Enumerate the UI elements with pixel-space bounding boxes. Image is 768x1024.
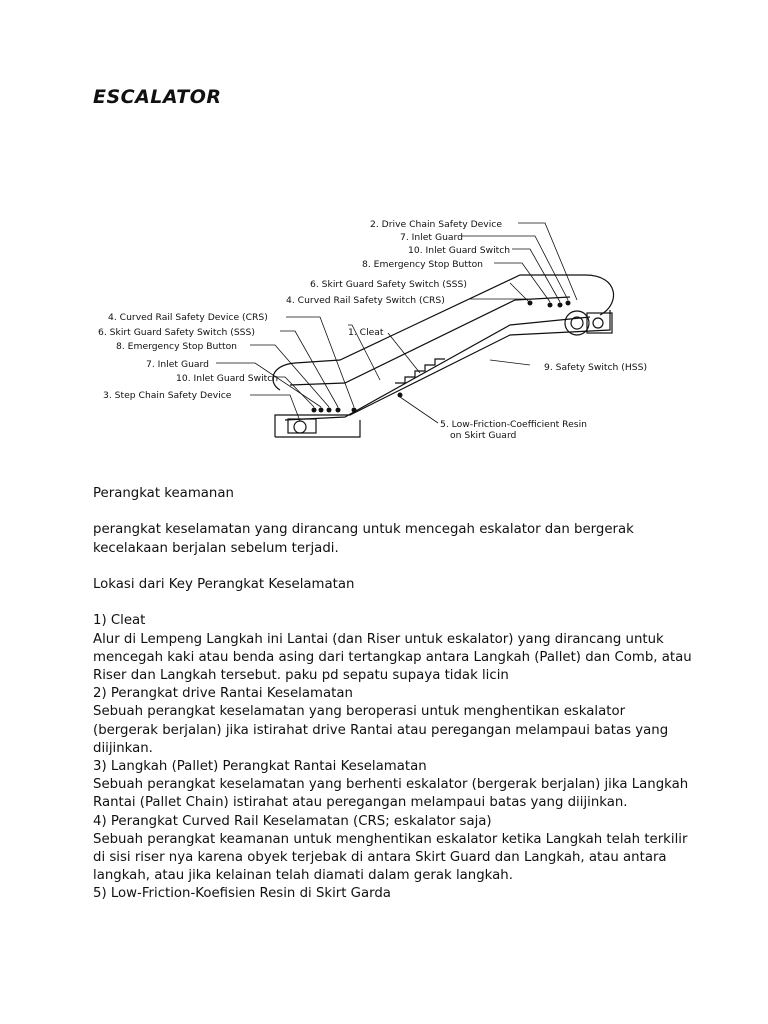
item-5-title: 5) Low-Friction-Koefisien Resin di Skirt Garda (93, 886, 391, 902)
item-4-body: Sebuah perangkat keamanan untuk menghentikan eskalator ketika Langkah telah terkilir di sisi riser nya karena obyek terjebak di antara Skirt Guard dan Langkah, atau antara langkah, atau jika kelainan telah diamati dalam gerak langkah. (93, 831, 688, 884)
item-1-body: Alur di Lempeng Langkah ini Lantai (dan Riser untuk eskalator) yang dirancang untuk mencegah kaki atau benda asing dari tertangkap antara Langkah (Pallet) dan Comb, atau Riser dan Langkah tersebut. paku pd sepatu supaya tidak licin (93, 631, 692, 683)
label-step-chain-safety-device: 3. Step Chain Safety Device (103, 390, 232, 401)
item-4-title: 4) Perangkat Curved Rail Keselamatan (CRS; eskalator saja) (93, 813, 492, 829)
label-inlet-guard-switch-top: 10. Inlet Guard Switch (408, 245, 511, 256)
label-inlet-guard-bottom: 7. Inlet Guard (146, 359, 209, 370)
diagram-labels (98, 219, 647, 441)
label-skirt-guard-switch-top: 6. Skirt Guard Safety Switch (SSS) (310, 279, 467, 290)
device-markers (312, 301, 571, 413)
label-inlet-guard-top: 7. Inlet Guard (400, 232, 463, 243)
label-curved-rail-device: 4. Curved Rail Safety Device (CRS) (108, 312, 268, 323)
document-body (93, 485, 693, 904)
label-resin-line2: on Skirt Guard (450, 430, 517, 441)
item-2-title: 2) Perangkat drive Rantai Keselamatan (93, 686, 353, 702)
label-curved-rail-switch: 4. Curved Rail Safety Switch (CRS) (286, 295, 445, 306)
document-title: ESCALATOR (93, 86, 222, 108)
heading-key-locations: Lokasi dari Key Perangkat Keselamatan (93, 576, 355, 592)
intro-paragraph: perangkat keselamatan yang dirancang untuk mencegah eskalator dan bergerak kecelakaan berjalan sebelum terjadi. (93, 522, 634, 556)
label-skirt-guard-switch-bottom: 6. Skirt Guard Safety Switch (SSS) (98, 327, 255, 338)
leader-lines (216, 223, 577, 423)
label-safety-switch-hss: 9. Safety Switch (HSS) (544, 362, 648, 373)
label-resin-line1: 5. Low-Friction-Coefficient Resin (440, 419, 587, 430)
item-3-body: Sebuah perangkat keselamatan yang berhenti eskalator (bergerak berjalan) jika Langkah Rantai (Pallet Chain) istirahat atau peregangan melampaui batas yang diijinkan. (93, 777, 689, 811)
label-cleat: 1. Cleat (348, 327, 384, 338)
heading-safety-devices: Perangkat keamanan (93, 486, 234, 501)
label-emergency-stop-bottom: 8. Emergency Stop Button (116, 341, 238, 352)
label-emergency-stop-top: 8. Emergency Stop Button (362, 259, 484, 270)
escalator-safety-diagram (90, 205, 670, 460)
label-inlet-guard-switch-bottom: 10. Inlet Guard Switch (176, 373, 279, 384)
item-1-title: 1) Cleat (93, 613, 146, 629)
label-drive-chain-safety-device: 2. Drive Chain Safety Device (370, 219, 502, 230)
item-3-title: 3) Langkah (Pallet) Perangkat Rantai Keselamatan (93, 759, 427, 774)
item-2-body: Sebuah perangkat keselamatan yang beroperasi untuk menghentikan eskalator (bergerak berjalan) jika istirahat drive Rantai atau peregangan melampaui batas yang diijinkan. (93, 704, 669, 756)
